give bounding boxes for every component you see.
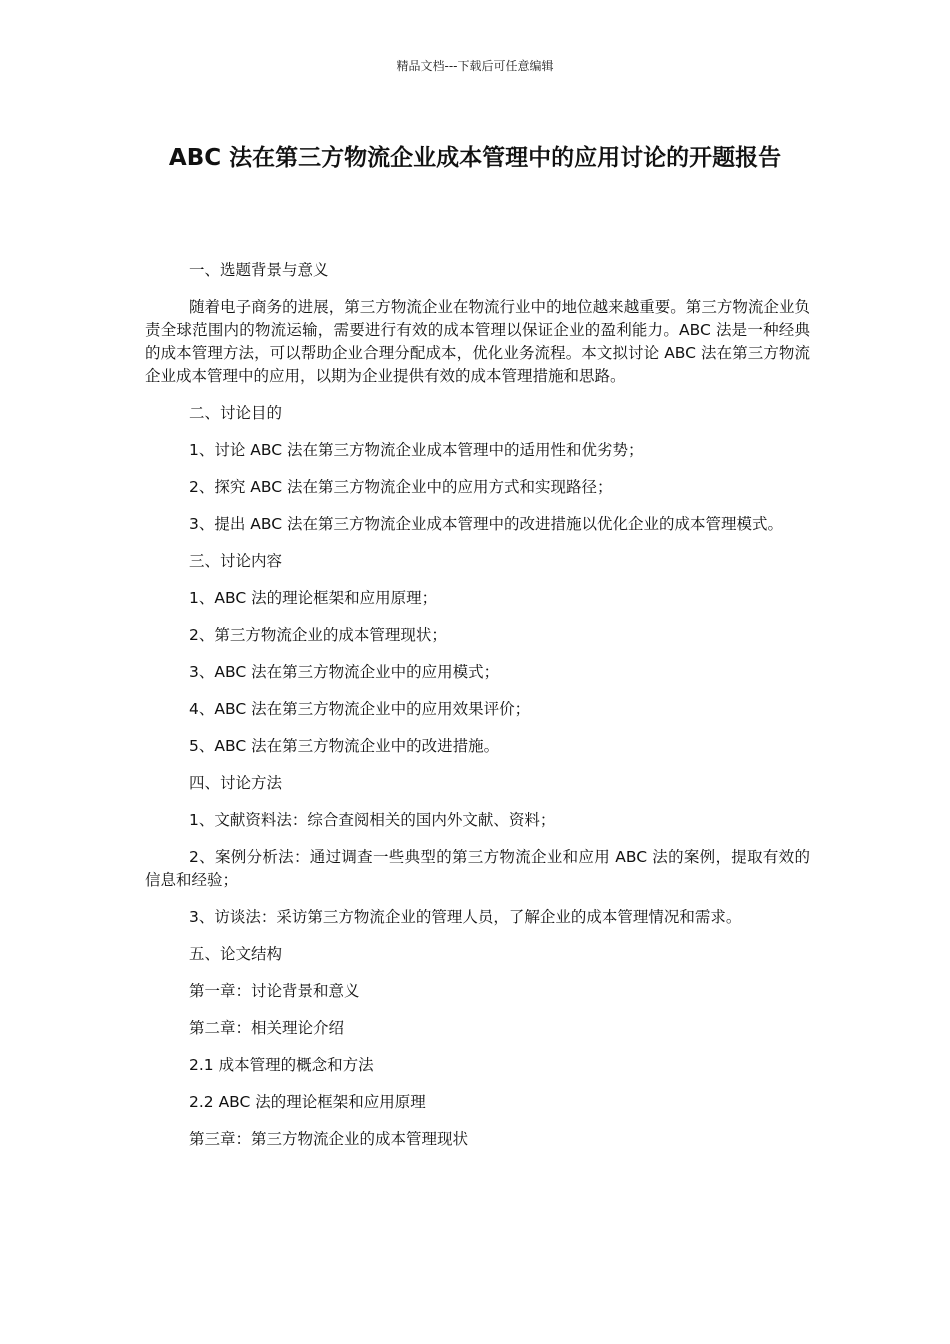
method-item: 2、案例分析法：通过调查一些典型的第三方物流企业和应用 ABC 法的案例，提取有效的信息和经验；: [145, 848, 810, 889]
structure-item: 第一章：讨论背景和意义: [189, 982, 360, 1000]
content-item: 5、ABC 法在第三方物流企业中的改进措施。: [189, 737, 500, 755]
structure-item: 第二章：相关理论介绍: [189, 1019, 345, 1037]
section-heading-methods: 四、讨论方法: [189, 774, 283, 792]
section-heading-background: 一、选题背景与意义: [189, 261, 329, 279]
content-item: 4、ABC 法在第三方物流企业中的应用效果评价；: [189, 700, 531, 718]
method-item: 1、文献资料法：综合查阅相关的国内外文献、资料；: [189, 811, 556, 829]
background-paragraph: 随着电子商务的进展，第三方物流企业在物流行业中的地位越来越重要。第三方物流企业负责全球范围内的物流运输，需要进行有效的成本管理以保证企业的盈利能力。ABC 法是一种经典的成本管理方法，可以帮助企业合理分配成本，优化业务流程。本文拟讨论 ABC 法在第三方物流企业成本管理中的应用，以期为企业提供有效的成本管理措施和思路。: [145, 298, 810, 385]
section-heading-structure: 五、论文结构: [189, 945, 283, 963]
document-body: [145, 259, 810, 1165]
section-heading-content: 三、讨论内容: [189, 552, 283, 570]
purpose-item: 2、探究 ABC 法在第三方物流企业中的应用方式和实现路径；: [189, 478, 613, 496]
method-item: 3、访谈法：采访第三方物流企业的管理人员，了解企业的成本管理情况和需求。: [189, 908, 742, 926]
structure-item: 2.2 ABC 法的理论框架和应用原理: [189, 1093, 426, 1111]
content-item: 1、ABC 法的理论框架和应用原理；: [189, 589, 438, 607]
purpose-item: 1、讨论 ABC 法在第三方物流企业成本管理中的适用性和优劣势；: [189, 441, 644, 459]
structure-item: 2.1 成本管理的概念和方法: [189, 1056, 374, 1074]
content-item: 2、第三方物流企业的成本管理现状；: [189, 626, 447, 644]
purpose-item: 3、提出 ABC 法在第三方物流企业成本管理中的改进措施以优化企业的成本管理模式。: [189, 515, 784, 533]
structure-item: 第三章：第三方物流企业的成本管理现状: [189, 1130, 469, 1148]
content-item: 3、ABC 法在第三方物流企业中的应用模式；: [189, 663, 500, 681]
section-heading-purpose: 二、讨论目的: [189, 404, 283, 422]
document-title: ABC 法在第三方物流企业成本管理中的应用讨论的开题报告: [168, 145, 782, 171]
header-note: 精品文档---下载后可任意编辑: [396, 59, 554, 73]
